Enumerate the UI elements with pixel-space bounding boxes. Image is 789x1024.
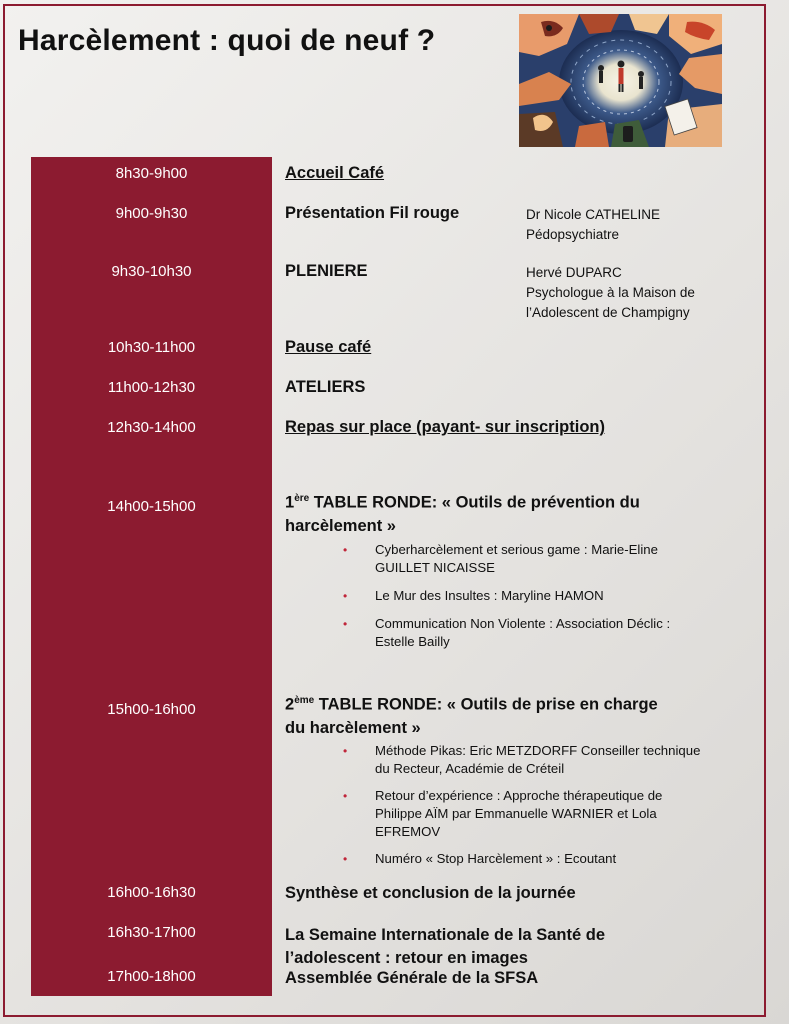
- title-line: harcèlement »: [285, 516, 396, 535]
- time-slot: 8h30-9h00: [115, 165, 188, 182]
- bullet-icon: •: [343, 617, 348, 631]
- event-pause-cafe: Pause café: [285, 338, 372, 356]
- time-slot: 14h00-15h00: [107, 498, 196, 515]
- list-item: [343, 787, 713, 841]
- list-item: [343, 615, 713, 651]
- time-slot: 9h00-9h30: [115, 205, 188, 222]
- speaker-line: Psychologue à la Maison de: [526, 285, 695, 300]
- list-item-line: Le Mur des Insultes : Maryline HAMON: [375, 588, 604, 603]
- event-pleniere: PLENIERE: [285, 262, 368, 280]
- list-item-line: Retour d’expérience : Approche thérapeutique de: [375, 788, 663, 803]
- list-item-line: EFREMOV: [375, 824, 441, 839]
- harassment-illustration: [519, 14, 722, 147]
- table-ronde-2-title: [285, 689, 735, 740]
- event-assemblee: Assemblée Générale de la SFSA: [285, 969, 539, 987]
- ordinal: 1: [285, 493, 295, 512]
- list-item: [343, 587, 713, 605]
- list-item: [343, 541, 713, 577]
- table-ronde-1-list: [343, 541, 713, 651]
- table-ronde-1-title: [285, 487, 735, 538]
- event-line: La Semaine Internationale de la Santé de: [285, 926, 606, 944]
- bullet-icon: •: [343, 543, 348, 557]
- event-ateliers: ATELIERS: [285, 378, 366, 396]
- event-semaine-internationale: [285, 924, 605, 970]
- ordinal: 2: [285, 695, 295, 714]
- event-synthese: Synthèse et conclusion de la journée: [285, 884, 576, 902]
- list-item-line: Communication Non Violente : Association Déclic :: [375, 616, 671, 631]
- time-slot: 15h00-16h00: [107, 701, 196, 718]
- list-item-line: Philippe AÏM par Emmanuelle WARNIER et Lola: [375, 806, 657, 821]
- list-item-line: du Recteur, Académie de Créteil: [375, 761, 565, 776]
- ordinal-suffix: ème: [294, 695, 315, 706]
- time-slot: 16h00-16h30: [107, 884, 196, 901]
- event-line: l’adolescent : retour en images: [285, 949, 528, 967]
- time-slot: 9h30-10h30: [111, 263, 192, 280]
- table-ronde-2-list: [343, 742, 713, 868]
- speaker-line: Dr Nicole CATHELINE: [526, 207, 661, 222]
- time-slot: 12h30-14h00: [107, 419, 196, 436]
- speaker-line: Pédopsychiatre: [526, 227, 620, 242]
- speaker-line: l’Adolescent de Champigny: [526, 305, 690, 320]
- time-slot: 16h30-17h00: [107, 924, 196, 941]
- title-line: TABLE RONDE: « Outils de prévention du: [309, 493, 640, 512]
- time-slot: 11h00-12h30: [107, 379, 196, 396]
- bullet-icon: •: [343, 744, 348, 758]
- list-item: [343, 850, 713, 868]
- event-repas: Repas sur place (payant- sur inscription): [285, 418, 605, 436]
- time-slot: 17h00-18h00: [107, 968, 196, 985]
- time-column: [31, 157, 272, 996]
- event-accueil-cafe: Accueil Café: [285, 164, 385, 182]
- speaker-line: Hervé DUPARC: [526, 265, 622, 280]
- event-presentation: Présentation Fil rouge: [285, 204, 460, 222]
- bullet-icon: •: [343, 589, 348, 603]
- speaker-duparc: [526, 263, 695, 323]
- list-item: [343, 742, 713, 778]
- list-item-line: Méthode Pikas: Eric METZDORFF Conseiller technique: [375, 743, 701, 758]
- list-item-line: Estelle Bailly: [375, 634, 450, 649]
- title-line: du harcèlement »: [285, 718, 421, 737]
- bullet-icon: •: [343, 852, 348, 866]
- title-line: TABLE RONDE: « Outils de prise en charge: [314, 695, 658, 714]
- list-item-line: Cyberharcèlement et serious game : Marie-Eline: [375, 542, 658, 557]
- bullet-icon: •: [343, 789, 348, 803]
- ordinal-suffix: ère: [294, 493, 310, 504]
- list-item-line: GUILLET NICAISSE: [375, 560, 495, 575]
- list-item-line: Numéro « Stop Harcèlement » : Ecoutant: [375, 851, 617, 866]
- time-slot: 10h30-11h00: [107, 339, 196, 356]
- page-title: Harcèlement : quoi de neuf ?: [18, 24, 436, 57]
- speaker-catheline: [526, 205, 660, 245]
